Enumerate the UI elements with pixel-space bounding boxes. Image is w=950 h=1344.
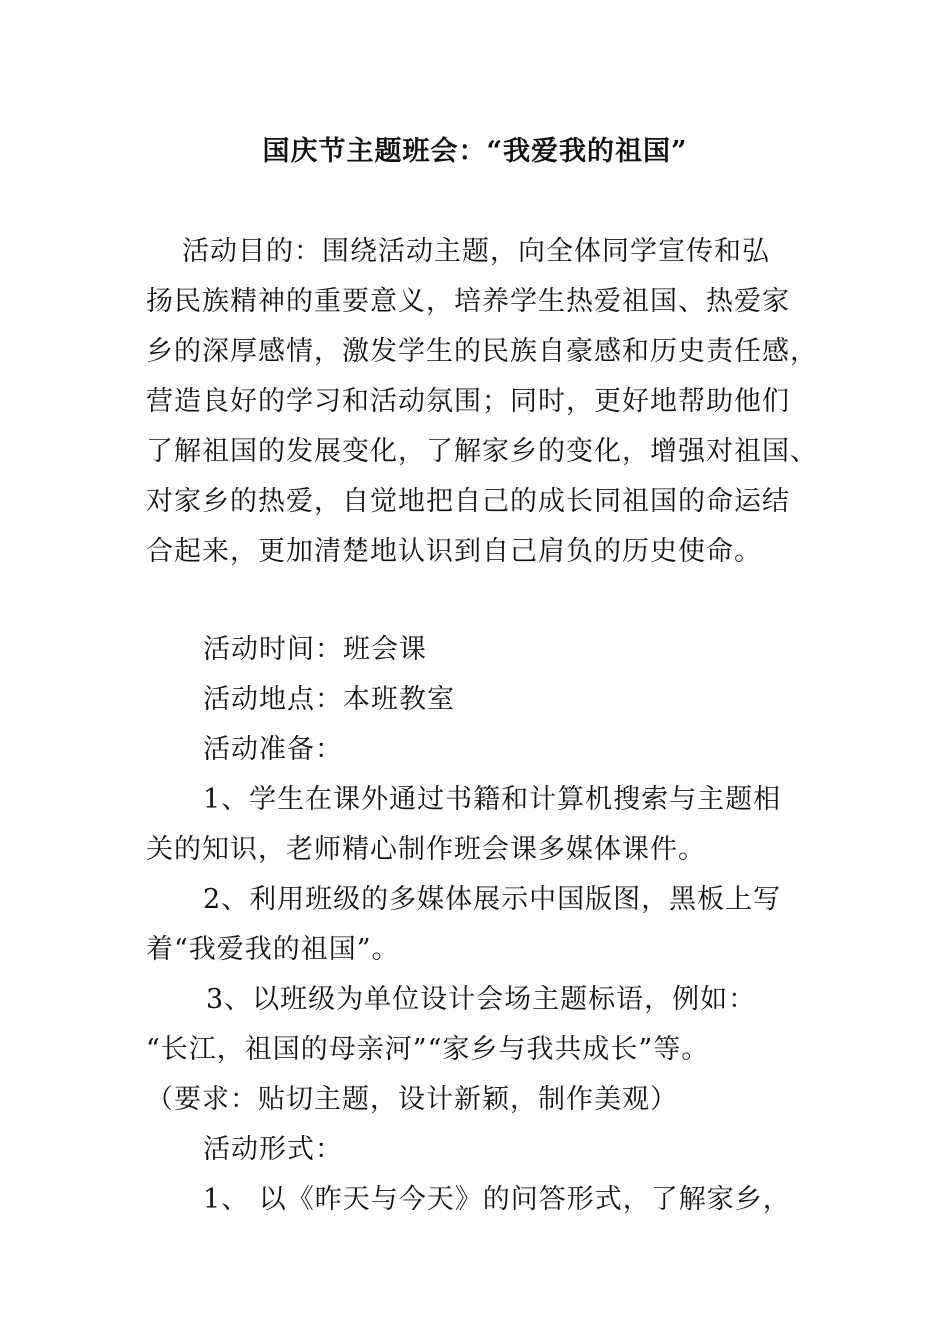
text-line: 扬民族精神的重要意义，培养学生热爱祖国、热爱家	[146, 286, 790, 317]
text-line: 2、利用班级的多媒体展示中国版图，黑板上写	[203, 884, 782, 915]
text-line: 活动地点：本班教室	[203, 684, 455, 715]
text-line: 活动形式：	[203, 1134, 343, 1165]
text-line: 关的知识，老师精心制作班会课多媒体课件。	[146, 834, 706, 865]
text-line: “长江，祖国的母亲河”“家乡与我共成长”等。	[146, 1034, 710, 1065]
text-line: 3、以班级为单位设计会场主题标语，例如：	[206, 984, 757, 1015]
text-line: 活动目的：围绕活动主题，向全体同学宣传和弘	[182, 236, 770, 267]
text-line: 合起来，更加清楚地认识到自己肩负的历史使命。	[146, 536, 762, 567]
text-line: 着“我爱我的祖国”。	[146, 934, 400, 965]
text-line: 对家乡的热爱，自觉地把自己的成长同祖国的命运结	[146, 486, 790, 517]
text-line: 了解祖国的发展变化，了解家乡的变化，增强对祖国、	[146, 436, 818, 467]
document-title: 国庆节主题班会：“我爱我的祖国”	[262, 136, 688, 167]
text-line: 营造良好的学习和活动氛围；同时，更好地帮助他们	[146, 386, 790, 417]
text-line: 活动时间：班会课	[203, 634, 427, 665]
text-line: 1、 以《昨天与今天》的问答形式，了解家乡，	[203, 1184, 791, 1215]
text-line: 乡的深厚感情，激发学生的民族自豪感和历史责任感，	[146, 336, 818, 367]
text-line: 1、学生在课外通过书籍和计算机搜索与主题相	[203, 784, 782, 815]
text-line: 活动准备：	[203, 734, 343, 765]
text-line: （要求：贴切主题，设计新颖，制作美观）	[146, 1084, 678, 1115]
